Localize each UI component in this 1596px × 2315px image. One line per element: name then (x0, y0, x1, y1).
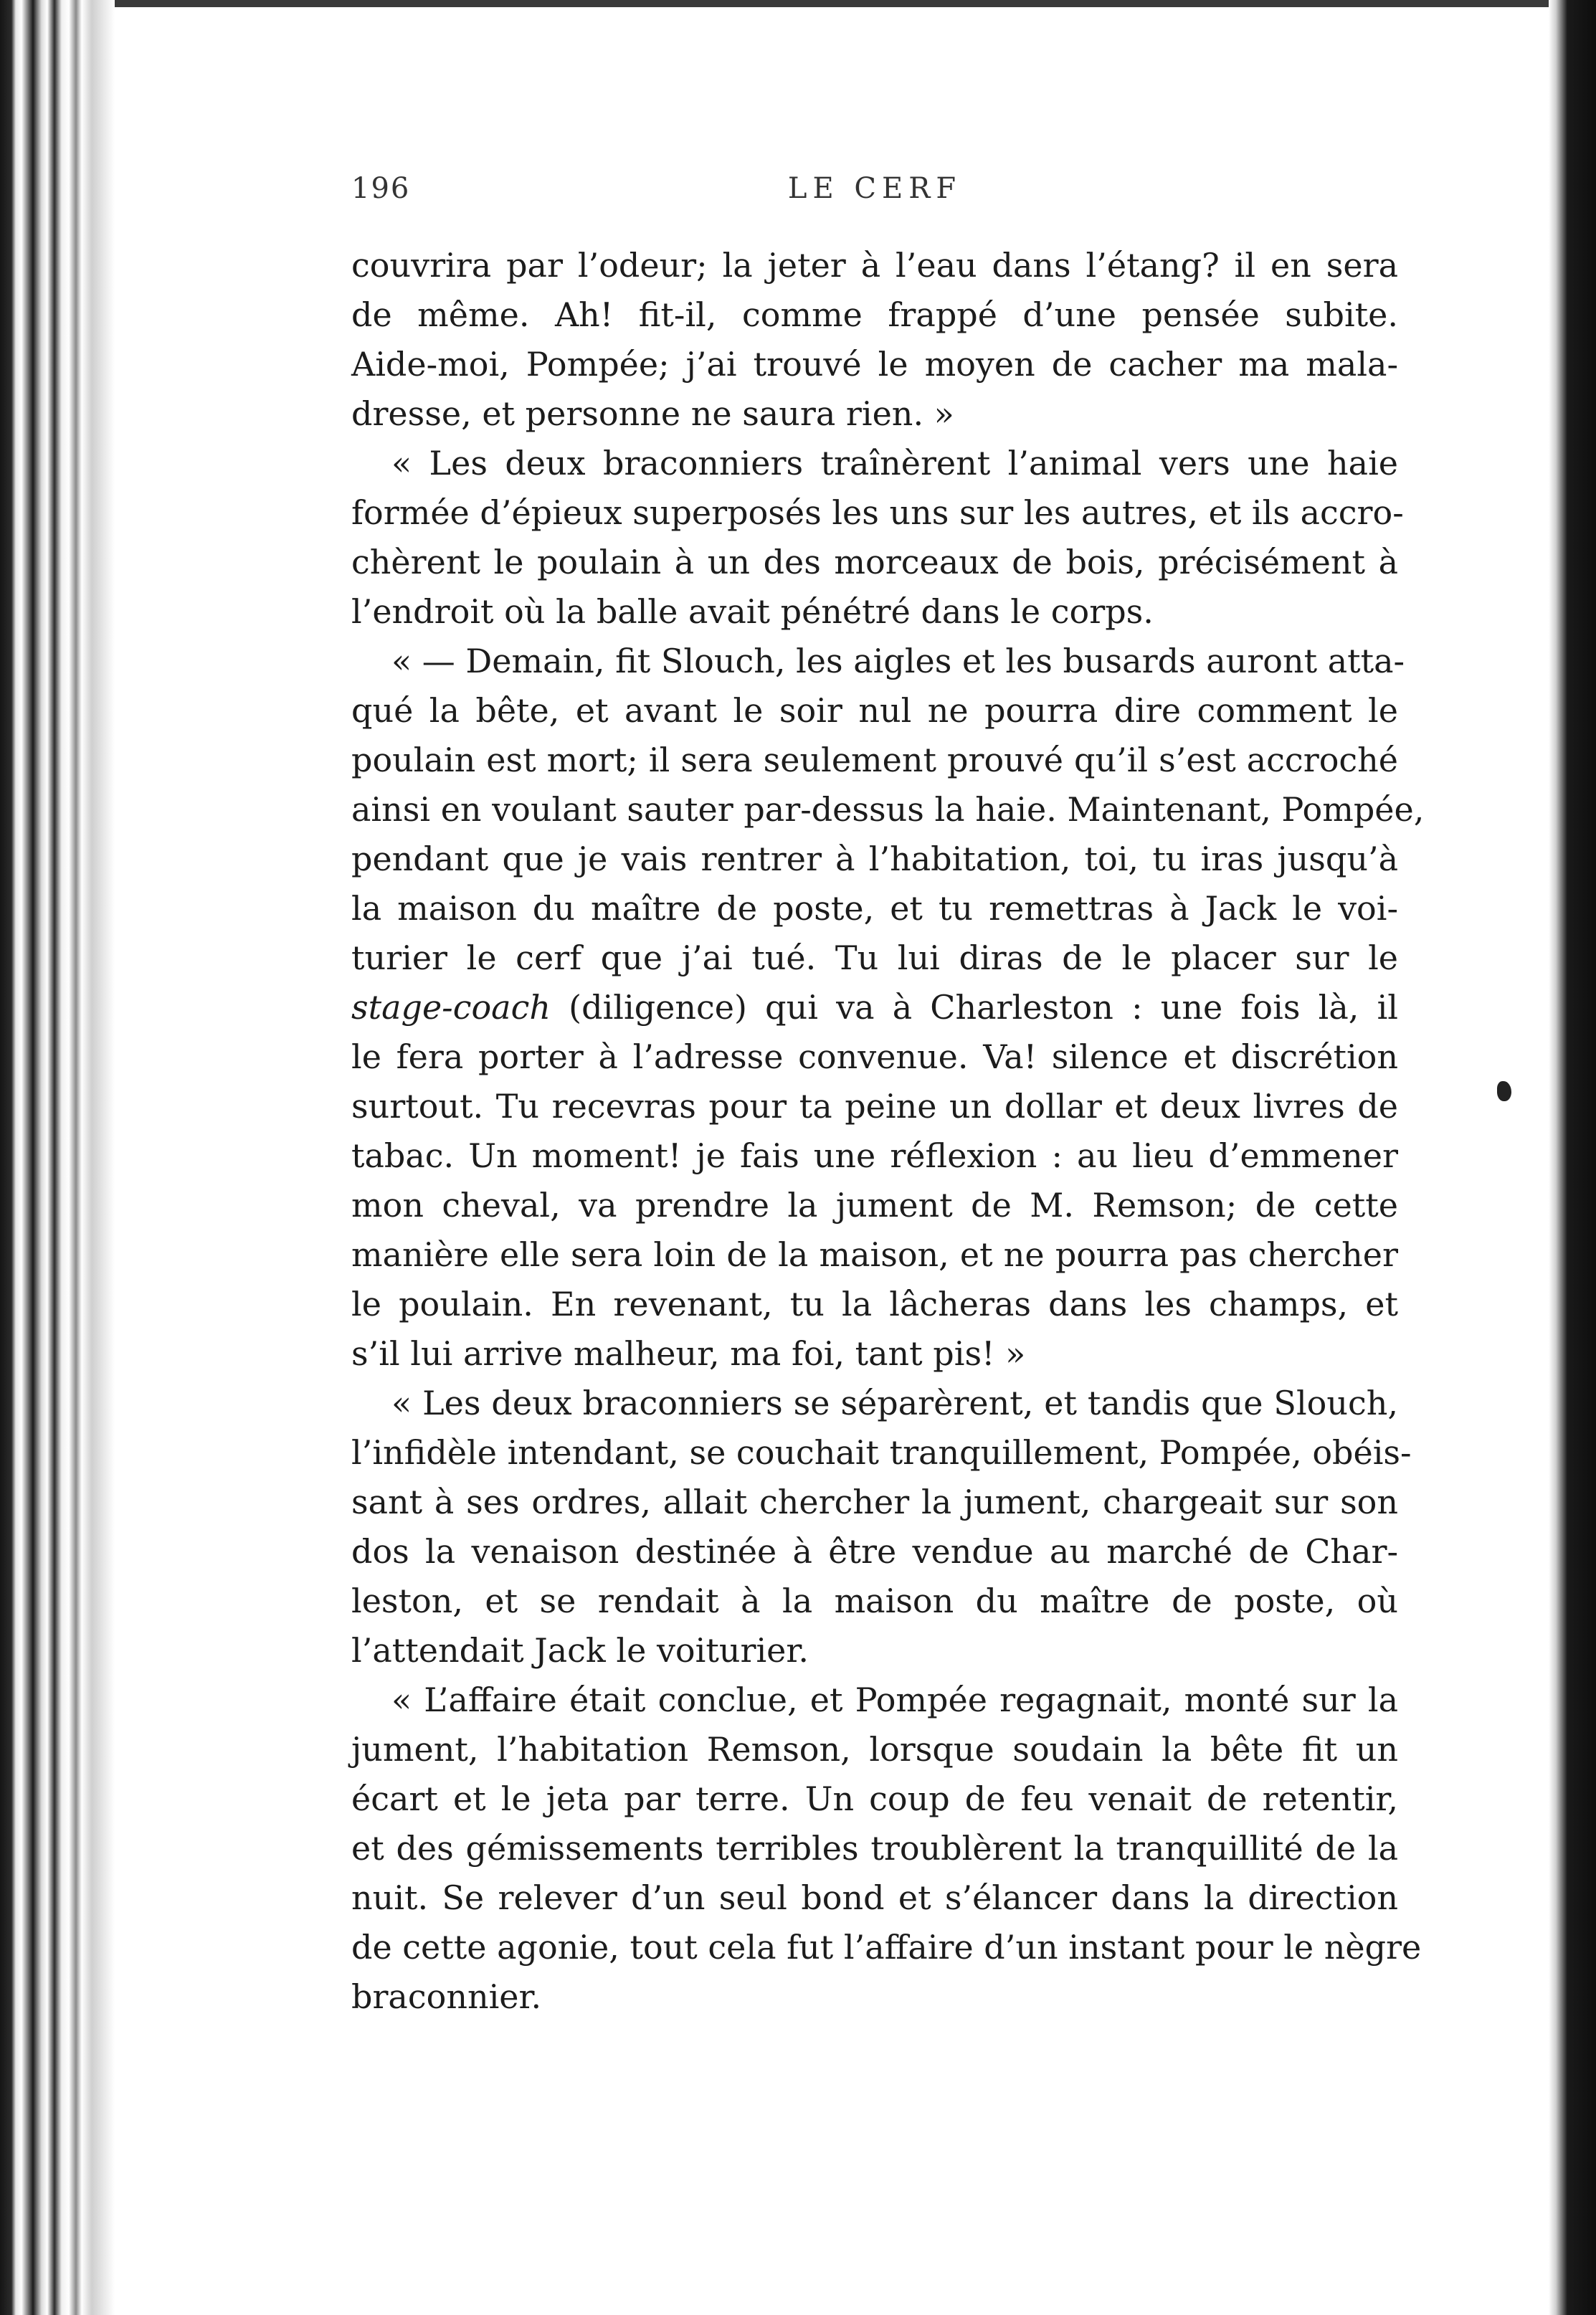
page-number: 196 (351, 172, 411, 205)
text-line: poulain est mort; il sera seulement prouvé qu’il s’est accroché (351, 741, 1398, 779)
paragraph-start-line: « — Demain, fit Slouch, les aigles et les busards auront atta- (391, 642, 1405, 680)
body-text (351, 241, 1425, 2022)
text-line: nuit. Se relever d’un seul bond et s’élancer dans la direction (351, 1878, 1398, 1917)
text-line: et des gémissements terribles troublèrent la tranquillité de la (351, 1829, 1398, 1868)
paragraph-start-line: « L’affaire était conclue, et Pompée regagnait, monté sur la (391, 1681, 1398, 1719)
text-line: leston, et se rendait à la maison du maître de poste, où (351, 1582, 1398, 1620)
text-line: mon cheval, va prendre la jument de M. Remson; de cette (351, 1186, 1398, 1225)
text-line: sant à ses ordres, allait chercher la jument, chargeait sur son (351, 1483, 1398, 1521)
text-line: surtout. Tu recevras pour ta peine un dollar et deux livres de (351, 1087, 1398, 1126)
text-line: dos la venaison destinée à être vendue au marché de Char- (351, 1532, 1398, 1571)
running-head: LE CERF (787, 172, 962, 205)
text-line: formée d’épieux superposés les uns sur les autres, et ils accro- (351, 493, 1404, 532)
text-line: braconnier. (351, 1977, 542, 2016)
text-line: qué la bête, et avant le soir nul ne pourra dire comment le (351, 691, 1398, 730)
text-line: l’infidèle intendant, se couchait tranquillement, Pompée, obéis- (351, 1433, 1412, 1472)
ink-speck (1497, 1081, 1511, 1101)
page-header (351, 172, 1398, 215)
text-line: tabac. Un moment! je fais une réflexion : au lieu d’emmener (351, 1136, 1398, 1175)
text-line: couvrira par l’odeur; la jeter à l’eau dans l’étang? il en sera (351, 246, 1398, 285)
text-line (351, 983, 1398, 1032)
scan-right-edge (1549, 0, 1596, 2315)
text-line: l’attendait Jack le voiturier. (351, 1631, 809, 1670)
text-line: de cette agonie, tout cela fut l’affaire d’un instant pour le nègre (351, 1928, 1422, 1967)
scan-top-edge (0, 0, 1596, 7)
text-line: l’endroit où la balle avait pénétré dans le corps. (351, 592, 1154, 631)
text-line: pendant que je vais rentrer à l’habitation, toi, tu iras jusqu’à (351, 840, 1398, 878)
text-line: la maison du maître de poste, et tu remettras à Jack le voi- (351, 889, 1398, 928)
text-line: s’il lui arrive malheur, ma foi, tant pis! » (351, 1334, 1026, 1373)
text-line: dresse, et personne ne saura rien. » (351, 394, 954, 433)
paragraph-start-line: « Les deux braconniers se séparèrent, et tandis que Slouch, (391, 1384, 1398, 1422)
text-line: chèrent le poulain à un des morceaux de bois, précisément à (351, 543, 1398, 581)
book-binding-edge (0, 0, 115, 2315)
text-line: écart et le jeta par terre. Un coup de feu venait de retentir, (351, 1779, 1398, 1818)
italic-term: stage-coach (351, 988, 551, 1027)
text-line: ainsi en voulant sauter par-dessus la haie. Maintenant, Pompée, (351, 790, 1425, 829)
text-line: le fera porter à l’adresse convenue. Va! silence et discrétion (351, 1037, 1398, 1076)
text-line: jument, l’habitation Remson, lorsque soudain la bête fit un (351, 1730, 1398, 1769)
paragraph-start-line: « Les deux braconniers traînèrent l’animal vers une haie (391, 444, 1398, 483)
text-line: le poulain. En revenant, tu la lâcheras dans les champs, et (351, 1285, 1398, 1323)
text-line: Aide-moi, Pompée; j’ai trouvé le moyen de cacher ma mala- (351, 345, 1398, 384)
text-line: manière elle sera loin de la maison, et ne pourra pas chercher (351, 1235, 1398, 1274)
text-line: de même. Ah! fit-il, comme frappé d’une pensée subite. (351, 295, 1398, 334)
text-line: turier le cerf que j’ai tué. Tu lui diras de le placer sur le (351, 938, 1398, 977)
line-remainder: (diligence) qui va à Charleston : une fois là, il (551, 988, 1398, 1027)
